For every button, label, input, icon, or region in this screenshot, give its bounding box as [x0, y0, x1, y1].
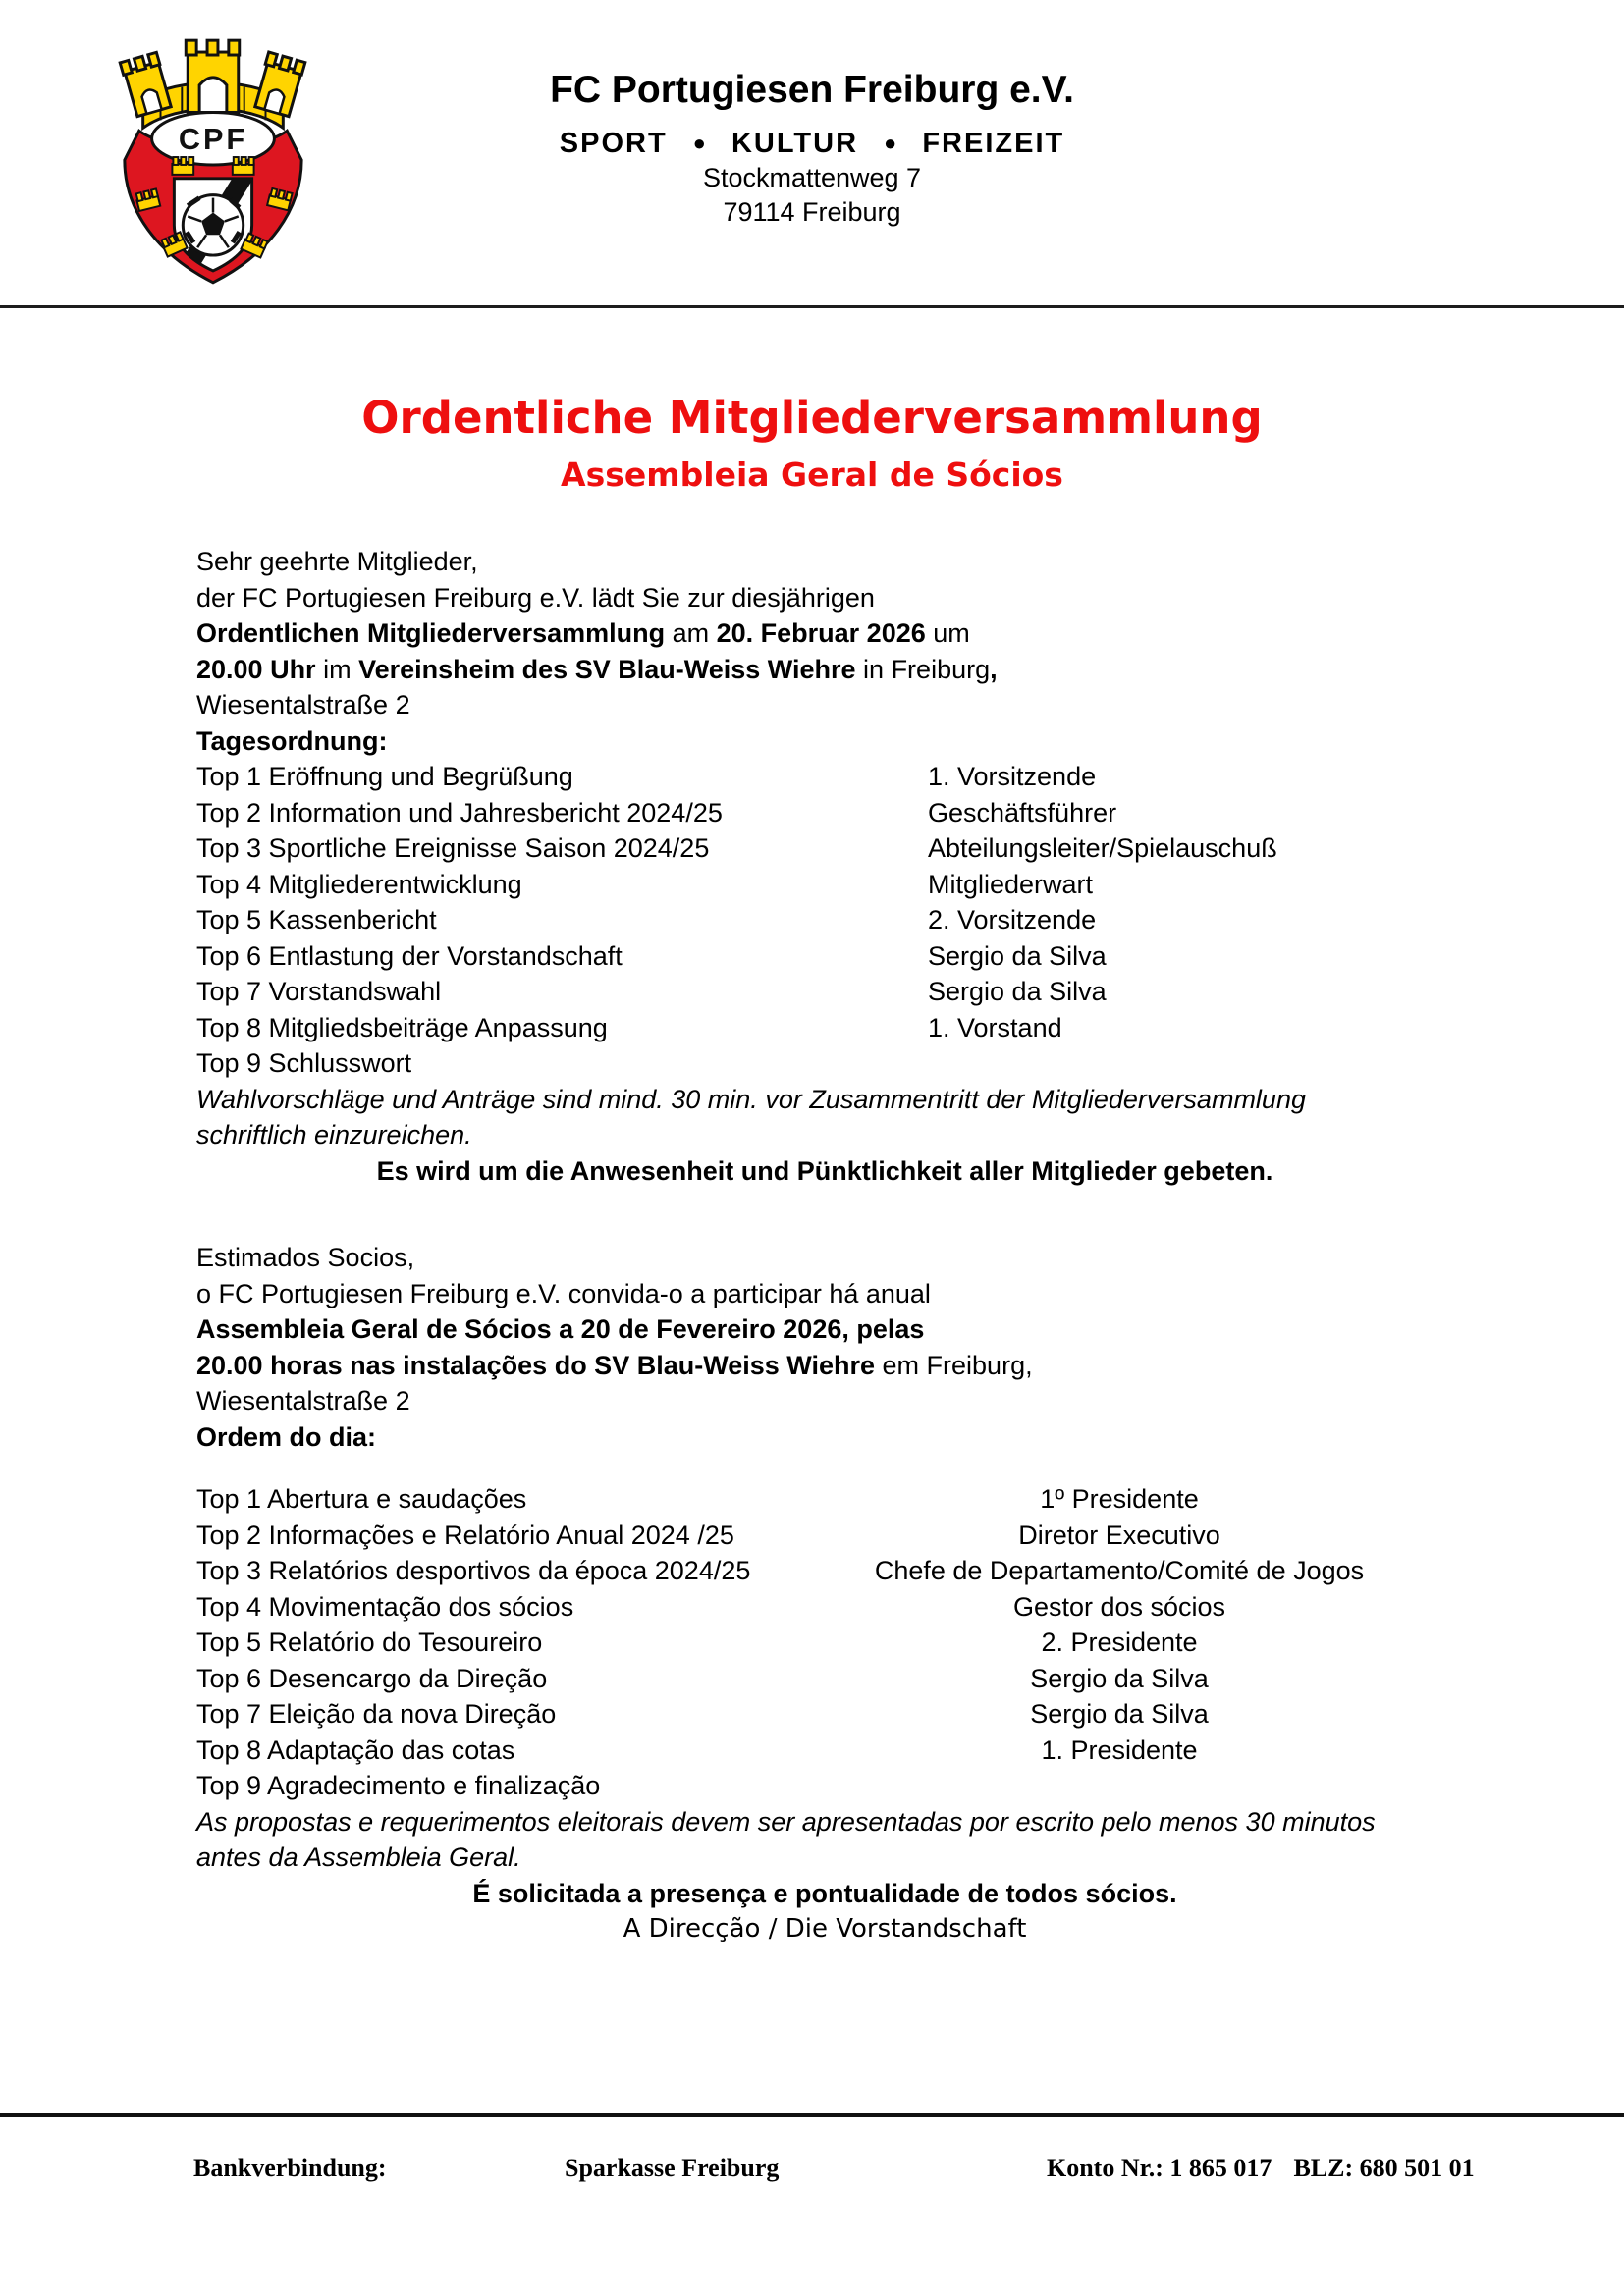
agenda-item: Top 6 Entlastung der Vorstandschaft	[196, 940, 623, 971]
agenda-row	[196, 1045, 1453, 1082]
closing-signature: A Direcção / Die Vorstandschaft	[623, 1914, 1027, 1944]
agenda-role: 1. Presidente	[1041, 1735, 1198, 1765]
club-crest-logo	[110, 33, 316, 287]
letter-body	[0, 544, 1624, 1948]
club-name: FC Portugiesen Freiburg e.V.	[550, 69, 1074, 111]
header-divider	[0, 305, 1624, 308]
agenda-row	[196, 902, 1453, 938]
note-bold-portuguese: É solicitada a presença e pontualidade de todos sócios.	[472, 1878, 1177, 1908]
greeting-german: Sehr geehrte Mitglieder,	[196, 547, 478, 576]
intro-line: Ordentlichen Mitgliederversammlung am 20. Februar 2026 um	[196, 618, 970, 648]
agenda-item: Top 8 Mitgliedsbeiträge Anpassung	[196, 1012, 608, 1042]
agenda-row	[196, 1553, 1453, 1589]
account-number: Konto Nr.: 1 865 017	[1047, 2154, 1272, 2182]
agenda-role: 2. Vorsitzende	[928, 905, 1097, 934]
agenda-row	[196, 795, 1453, 831]
agenda-row	[196, 1589, 1453, 1626]
agenda-item: Top 2 Information und Jahresbericht 2024/25	[196, 797, 723, 828]
agenda-portuguese	[196, 1481, 1453, 1804]
agenda-item: Top 1 Eröffnung und Begrüßung	[196, 762, 573, 791]
intro-line: 20.00 Uhr im Vereinsheim des SV Blau-Weiss Wiehre in Freiburg,	[196, 654, 998, 684]
agenda-german	[196, 759, 1453, 1082]
agenda-row	[196, 1661, 1453, 1697]
agenda-role: Abteilungsleiter/Spielauschuß	[928, 833, 1277, 863]
agenda-heading-german: Tagesordnung:	[196, 725, 388, 756]
agenda-row	[196, 1481, 1453, 1518]
agenda-item: Top 2 Informações e Relatório Anual 2024 /25	[196, 1520, 734, 1550]
bank-numbers	[1047, 2152, 1475, 2185]
intro-line: der FC Portugiesen Freiburg e.V. lädt Sie zur diesjährigen	[196, 582, 875, 613]
intro-line: Assembleia Geral de Sócios a 20 de Fevereiro 2026, pelas	[196, 1314, 925, 1344]
agenda-role: Sergio da Silva	[928, 940, 1107, 971]
agenda-role: Sergio da Silva	[1030, 1663, 1209, 1693]
agenda-row	[196, 1768, 1453, 1804]
agenda-role: Geschäftsführer	[928, 797, 1117, 828]
agenda-role: Chefe de Departamento/Comité de Jogos	[874, 1556, 1365, 1585]
agenda-role: 2. Presidente	[1041, 1628, 1198, 1657]
agenda-item: Top 3 Sportliche Ereignisse Saison 2024/25	[196, 833, 710, 863]
agenda-role: 1. Vorsitzende	[928, 762, 1097, 791]
bullet-icon: ●	[692, 131, 706, 155]
agenda-heading-portuguese: Ordem do dia:	[196, 1421, 377, 1452]
bank-label: Bankverbindung:	[193, 2154, 387, 2182]
bank-code: BLZ: 680 501 01	[1293, 2154, 1475, 2182]
note-bold-german: Es wird um die Anwesenheit und Pünktlichkeit aller Mitglieder gebeten.	[376, 1155, 1273, 1186]
agenda-role: 1. Vorstand	[928, 1012, 1062, 1042]
bullet-icon: ●	[884, 131, 897, 155]
agenda-item: Top 5 Kassenbericht	[196, 905, 437, 934]
address-street: Stockmattenweg 7	[702, 163, 922, 192]
greeting-portuguese: Estimados Socios,	[196, 1243, 415, 1272]
page-title-german: Ordentliche Mitgliederversammlung	[361, 392, 1263, 444]
intro-german	[196, 544, 1453, 723]
motto-word: FREIZEIT	[922, 128, 1065, 159]
agenda-row	[196, 1625, 1453, 1661]
bank-name: Sparkasse Freiburg	[565, 2154, 780, 2182]
agenda-row	[196, 1696, 1453, 1733]
agenda-item: Top 9 Schlusswort	[196, 1048, 412, 1078]
agenda-row	[196, 938, 1453, 975]
agenda-role: Gestor dos sócios	[1012, 1591, 1226, 1622]
motto-word: KULTUR	[731, 128, 859, 159]
agenda-item: Top 9 Agradecimento e finalização	[196, 1771, 601, 1800]
agenda-role: 1º Presidente	[1040, 1484, 1199, 1514]
letterhead	[0, 0, 1624, 230]
football-icon	[183, 195, 243, 255]
agenda-item: Top 8 Adaptação das cotas	[196, 1735, 515, 1765]
intro-line: Wiesentalstraße 2	[196, 1386, 410, 1415]
intro-line: 20.00 horas nas instalações do SV Blau-Weiss Wiehre em Freiburg,	[196, 1350, 1033, 1380]
agenda-item: Top 1 Abertura e saudações	[196, 1484, 527, 1514]
intro-portuguese	[196, 1240, 1453, 1419]
agenda-role	[928, 1045, 1453, 1082]
agenda-role	[864, 1768, 1375, 1804]
motto-word: SPORT	[559, 128, 668, 159]
agenda-row	[196, 1733, 1453, 1769]
agenda-row	[196, 974, 1453, 1010]
page-title-portuguese: Assembleia Geral de Sócios	[561, 455, 1063, 494]
agenda-item: Top 4 Mitgliederentwicklung	[196, 869, 522, 899]
bank-footer	[0, 2152, 1624, 2211]
note-italic-portuguese: As propostas e requerimentos eleitorais devem ser apresentadas por escrito pelo menos 30 minutos antes da Assembleia Geral.	[196, 1806, 1376, 1872]
intro-line: o FC Portugiesen Freiburg e.V. convida-o a participar há anual	[196, 1278, 931, 1308]
address-city: 79114 Freiburg	[723, 197, 901, 227]
agenda-row	[196, 1010, 1453, 1046]
agenda-item: Top 5 Relatório do Tesoureiro	[196, 1628, 543, 1657]
agenda-row	[196, 830, 1453, 867]
agenda-item: Top 3 Relatórios desportivos da época 2024/25	[196, 1556, 751, 1585]
agenda-role: Diretor Executivo	[1018, 1520, 1220, 1550]
agenda-role: Sergio da Silva	[928, 977, 1107, 1006]
footer-divider	[0, 2113, 1624, 2117]
agenda-item: Top 6 Desencargo da Direção	[196, 1663, 548, 1693]
note-italic-german: Wahlvorschläge und Anträge sind mind. 30 min. vor Zusammentritt der Mitgliederversammlung schriftlich einzureichen.	[196, 1084, 1306, 1149]
agenda-item: Top 7 Vorstandswahl	[196, 977, 442, 1006]
crest-initials: CPF	[178, 122, 248, 157]
agenda-role: Sergio da Silva	[1030, 1699, 1209, 1729]
agenda-row	[196, 759, 1453, 795]
agenda-row	[196, 1518, 1453, 1554]
agenda-row	[196, 867, 1453, 903]
agenda-item: Top 4 Movimentação dos sócios	[196, 1591, 574, 1622]
agenda-role: Mitgliederwart	[928, 869, 1094, 899]
intro-line: Wiesentalstraße 2	[196, 690, 410, 720]
agenda-item: Top 7 Eleição da nova Direção	[196, 1699, 557, 1729]
